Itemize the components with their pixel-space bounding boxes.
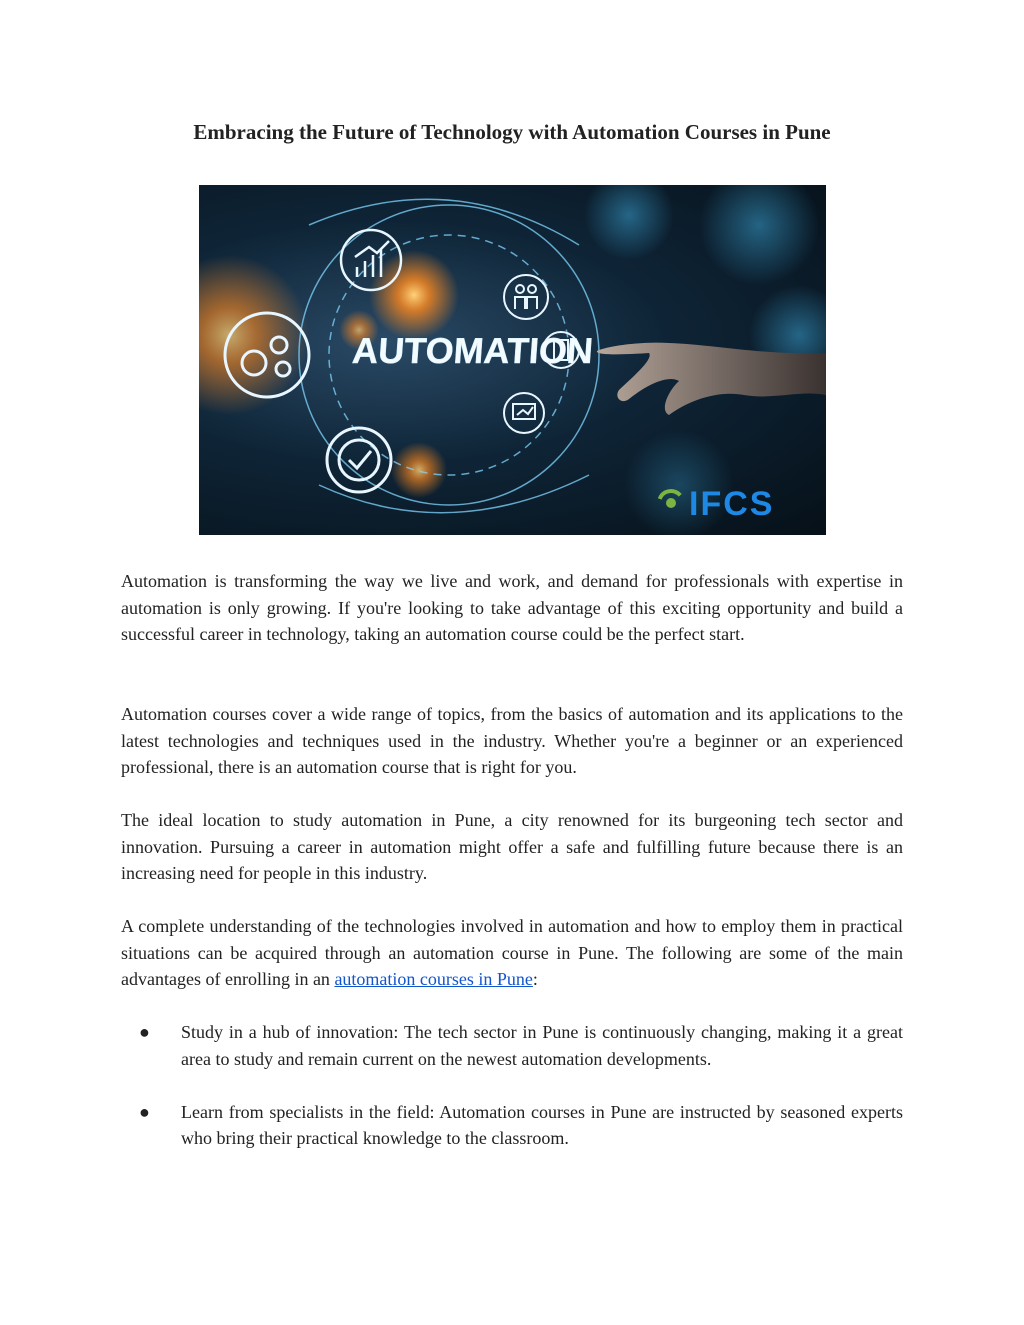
- paragraph-2-block: [121, 701, 903, 781]
- automation-courses-link[interactable]: automation courses in Pune: [334, 969, 533, 989]
- list-item-text: Learn from specialists in the field: Automation courses in Pune are instructed by seasoned experts who bring their practical knowledge to the classroom.: [181, 1101, 903, 1148]
- paragraph: Automation courses cover a wide range of topics, from the basics of automation and its applications to the latest technologies and techniques used in the industry. Whether you're a beginner or an experienced professional, there is an automation course that is right for you.: [121, 704, 903, 777]
- bullet-icon: ●: [139, 1022, 150, 1042]
- paragraph-1-block: [121, 568, 903, 648]
- paragraph: [121, 913, 903, 993]
- paragraph: The ideal location to study automation in Pune, a city renowned for its burgeoning tech sector and innovation. Pursuing a career in automation might offer a safe and fulfilling future because there is an increasing need for people in this industry.: [121, 810, 903, 883]
- bullet-icon: ●: [139, 1101, 150, 1122]
- bullet-list: [121, 1019, 903, 1152]
- document-title: Embracing the Future of Technology with Automation Courses in Pune: [193, 120, 831, 144]
- paragraph-3-block: [121, 807, 903, 887]
- paragraph-text: A complete understanding of the technologies involved in automation and how to employ them in practical situations can be acquired through an automation course in Pune. The following are some of the main advantages of enrolling in an: [121, 916, 903, 989]
- hero-banner-text: AUTOMATION: [350, 330, 595, 371]
- hero-image: [199, 185, 826, 535]
- list-item: [121, 1019, 903, 1072]
- paragraph-text: :: [532, 969, 538, 989]
- paragraph-4-block: [121, 913, 903, 993]
- list-item: [121, 1099, 903, 1152]
- list-item-text: Study in a hub of innovation: The tech sector in Pune is continuously changing, making it a great area to study and remain current on the newest automation developments.: [181, 1022, 903, 1069]
- paragraph: Automation is transforming the way we live and work, and demand for professionals with expertise in automation is only growing. If you're looking to take advantage of this exciting opportunity and build a successful career in technology, taking an automation course could be the perfect start.: [121, 571, 903, 644]
- svg-text:IFCS: IFCS: [689, 485, 775, 523]
